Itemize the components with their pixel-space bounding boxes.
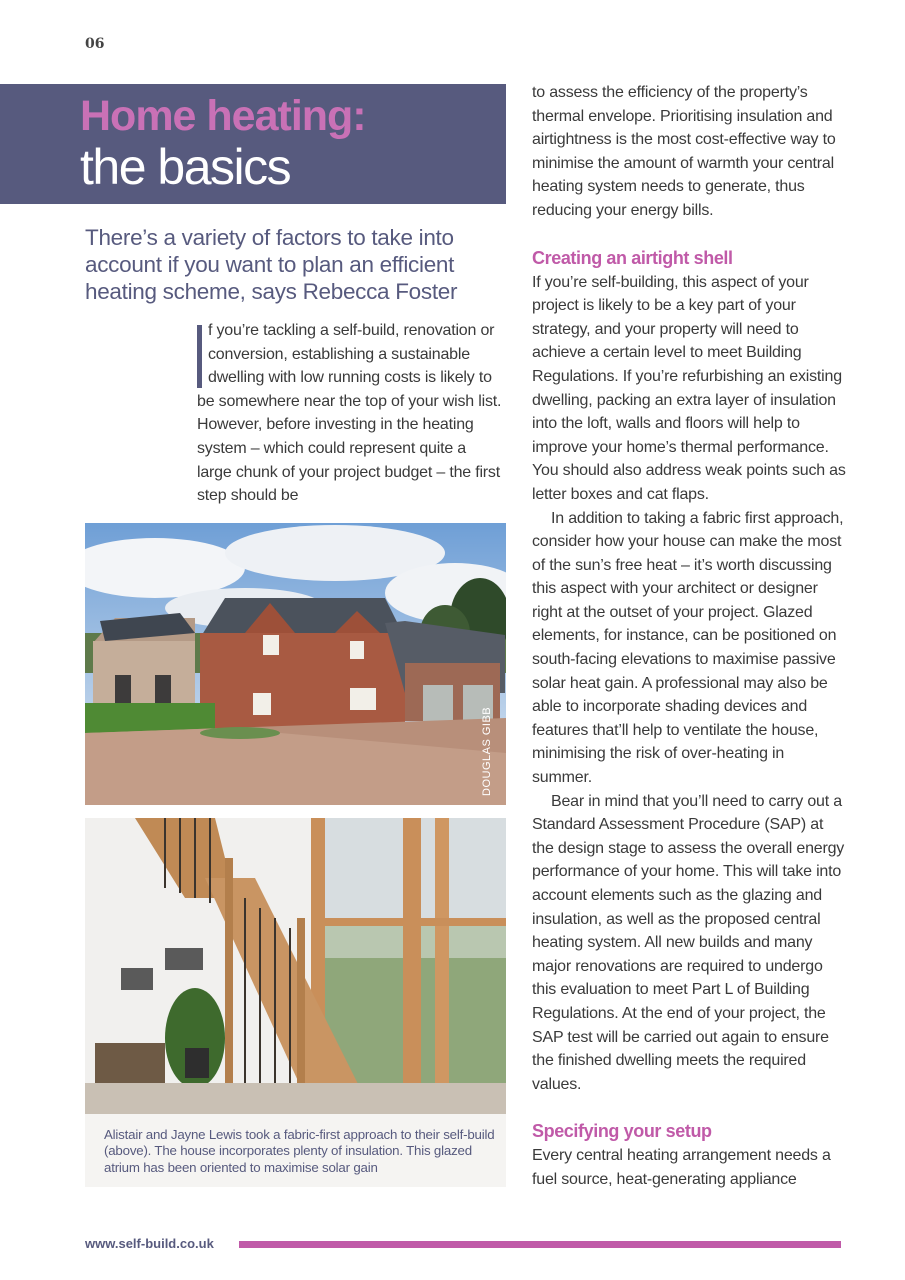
title-band <box>0 84 506 204</box>
intro-paragraph <box>197 319 502 508</box>
footer-website-link[interactable]: www.self-build.co.uk <box>85 1236 214 1251</box>
paragraph-sap: Bear in mind that you’ll need to carry out a Standard Assessment Procedure (SAP) at the design stage to assess the overall energy performance of your home. This will take into account elements such as the glazing and insulation, as well as the proposed central heating system. All new builds and many major renovations are required to undergo this evaluation to meet Part L of Building Regulations. At the end of your project, the SAP test will be carried out again to ensure the finished dwelling meets the required values. <box>532 792 845 1093</box>
paragraph-setup: Every central heating arrangement needs a fuel source, heat-generating appliance <box>532 1147 831 1188</box>
intro-text: f you’re tackling a self-build, renovation or conversion, establishing a sustainable dwelling with low running costs is likely to be somewhere near the top of your wish list. However, before investing in the heating system – which could represent quite a large chunk of your project budget – the first step should be <box>197 322 502 505</box>
house-photo-image <box>85 523 506 805</box>
caption-text: Alistair and Jayne Lewis took a fabric-first approach to their self-build (above). The house incorporates plenty of insulation. This glazed atrium has been oriented to maximise solar gain <box>104 1127 495 1175</box>
page-number: 06 <box>85 36 105 52</box>
subheading-specifying-setup: Specifying your setup <box>532 1121 712 1142</box>
paragraph-airtight: If you’re self-building, this aspect of your project is likely to be a key part of your strategy, and your property will need to achieve a certain level to meet Building Regulations. If you’re refurbishing an existing dwelling, packing an extra layer of insulation into the loft, walls and floors will help to improve your home’s thermal performance. You should also address weak points such as letter boxes and cat flaps. <box>532 273 846 503</box>
continuation-paragraph: to assess the efficiency of the property’s thermal envelope. Prioritising insulation and airtightness is the most cost-effective way to minimise the amount of warmth your central heating system needs to generate, thus reducing your energy bills. <box>532 84 836 219</box>
photo-caption <box>85 1114 506 1187</box>
drop-cap-i <box>197 325 202 388</box>
paragraph-fabric-first: In addition to taking a fabric first approach, consider how your house can make the most of the sun’s free heat – it’s worth discussing this aspect with your architect or designer right at the outset of your project. Glazed elements, for instance, can be positioned on south-facing elevations to maximise passive solar heat gain. A professional may also be able to incorporate shading devices and features that’ll help to ventilate the house, minimising the risk of over-heating in summer. <box>532 509 844 787</box>
article-title-line2: the basics <box>80 139 291 195</box>
subheading-airtight-shell: Creating an airtight shell <box>532 247 733 268</box>
house-photo <box>85 523 506 805</box>
article-column-2 <box>532 81 847 1192</box>
photo-credit: DOUGLAS GIBB <box>481 706 493 796</box>
footer-rule <box>239 1241 841 1248</box>
article-title-line1: Home heating: <box>80 92 366 140</box>
standfirst: There’s a variety of factors to take into account if you want to plan an efficient heating scheme, says Rebecca Foster <box>85 225 458 304</box>
